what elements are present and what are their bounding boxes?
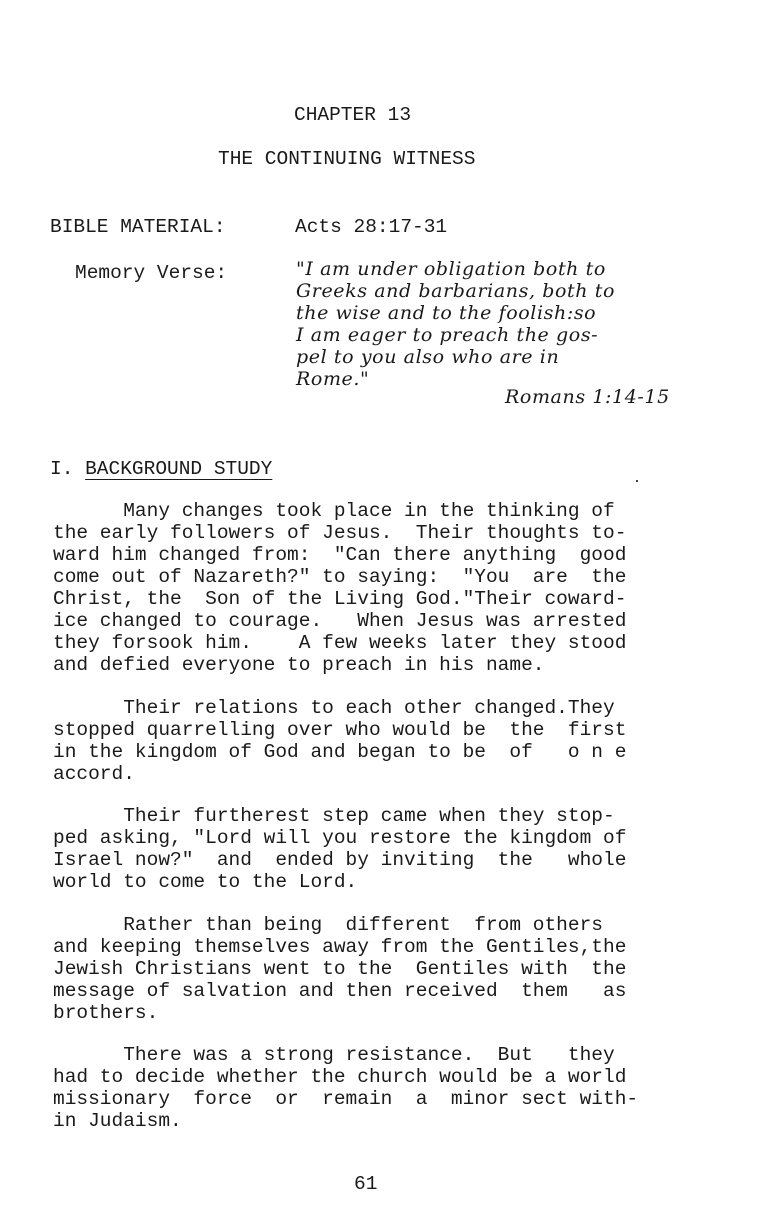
paragraph-line: brothers.	[53, 1002, 159, 1024]
paragraph-line: Their furtherest step came when they stop-	[53, 805, 615, 827]
bible-material-value: Acts 28:17-31	[295, 216, 448, 238]
paragraph-line: Christ, the Son of the Living God."Their coward-	[53, 588, 627, 610]
paragraph-line: ward him changed from: "Can there anything good	[53, 544, 627, 566]
memory-verse-text	[296, 258, 696, 390]
section-number: I.	[50, 458, 74, 480]
paragraph-line: ped asking, "Lord will you restore the kingdom of	[53, 827, 627, 849]
bible-material-label: BIBLE MATERIAL:	[50, 216, 226, 238]
paragraph-line: stopped quarrelling over who would be the first	[53, 719, 627, 741]
paragraph-line: Jewish Christians went to the Gentiles with the	[53, 958, 627, 980]
verse-line: I am eager to preach the gos-	[296, 324, 599, 346]
verse-line: Rome."	[296, 368, 370, 390]
section-heading	[50, 458, 272, 480]
paragraph-line: Many changes took place in the thinking of	[53, 500, 615, 522]
paragraph-line: come out of Nazareth?" to saying: "You are the	[53, 566, 627, 588]
paragraph-line: in the kingdom of God and began to be of o n e	[53, 741, 627, 763]
paragraph-line: ice changed to courage. When Jesus was arrested	[53, 610, 627, 632]
memory-verse-label: Memory Verse:	[75, 262, 228, 284]
paragraph-4	[53, 914, 703, 1024]
paragraph-line: message of salvation and then received them as	[53, 980, 627, 1002]
paragraph-line: world to come to the Lord.	[53, 871, 358, 893]
stray-mark	[636, 480, 638, 482]
paragraph-line: missionary force or remain a minor sect with-	[53, 1088, 639, 1110]
paragraph-line: Their relations to each other changed.They	[53, 697, 615, 719]
verse-reference: Romans 1:14-15	[505, 386, 670, 408]
paragraph-3	[53, 805, 703, 893]
paragraph-5	[53, 1044, 703, 1132]
paragraph-2	[53, 697, 703, 785]
page-number: 61	[354, 1173, 378, 1195]
paragraph-line: they forsook him. A few weeks later they stood	[53, 632, 627, 654]
verse-line: "I am under obligation both to	[296, 258, 606, 280]
paragraph-line: There was a strong resistance. But they	[53, 1044, 615, 1066]
verse-line: Greeks and barbarians, both to	[296, 280, 616, 302]
paragraph-line: in Judaism.	[53, 1110, 182, 1132]
chapter-number: CHAPTER 13	[294, 104, 412, 126]
verse-line: the wise and to the foolish:so	[296, 302, 597, 324]
paragraph-line: Israel now?" and ended by inviting the whole	[53, 849, 627, 871]
paragraph-line: accord.	[53, 763, 135, 785]
paragraph-line: and defied everyone to preach in his name.	[53, 654, 545, 676]
paragraph-line: had to decide whether the church would be a world	[53, 1066, 627, 1088]
verse-line: pel to you also who are in	[296, 346, 560, 368]
paragraph-1	[53, 500, 703, 676]
paragraph-line: and keeping themselves away from the Gentiles,the	[53, 936, 627, 958]
chapter-title: THE CONTINUING WITNESS	[218, 148, 476, 170]
paragraph-line: the early followers of Jesus. Their thoughts to-	[53, 522, 627, 544]
section-title: BACKGROUND STUDY	[85, 458, 273, 480]
paragraph-line: Rather than being different from others	[53, 914, 603, 936]
